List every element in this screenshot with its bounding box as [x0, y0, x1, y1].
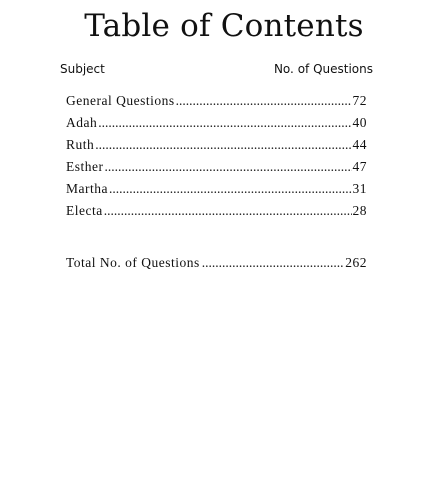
toc-entry-subject: Adah	[66, 115, 98, 130]
dot-leader	[176, 90, 352, 112]
toc-entry-subject: Esther	[66, 159, 104, 174]
question-count-column-header: No. of Questions	[273, 62, 373, 76]
toc-entry-subject: Martha	[66, 181, 108, 196]
toc-entry-count: 72	[352, 93, 367, 108]
contents-list	[66, 90, 367, 222]
dot-leader	[202, 252, 343, 274]
toc-entry-martha	[66, 178, 367, 200]
dot-leader	[104, 200, 352, 222]
total-count: 262	[345, 255, 367, 270]
toc-entry-electa	[66, 200, 367, 222]
total-label: Total No. of Questions	[66, 255, 200, 270]
dot-leader	[109, 178, 352, 200]
toc-entry-count: 47	[352, 159, 367, 174]
toc-entry-count: 40	[352, 115, 367, 130]
toc-entry-general-questions	[66, 90, 367, 112]
toc-entry-esther	[66, 156, 367, 178]
dot-leader	[98, 112, 351, 134]
toc-entry-subject: Ruth	[66, 137, 95, 152]
toc-entry-adah	[66, 112, 367, 134]
dot-leader	[95, 134, 351, 156]
toc-entry-count: 28	[352, 203, 367, 218]
toc-entry-subject: General Questions	[66, 93, 175, 108]
dot-leader	[105, 156, 352, 178]
toc-entry-count: 31	[352, 181, 367, 196]
total-row	[66, 252, 367, 274]
subject-column-header: Subject	[60, 62, 105, 76]
toc-entry-subject: Electa	[66, 203, 103, 218]
page-title: Table of Contents	[84, 8, 364, 44]
toc-entry-ruth	[66, 134, 367, 156]
toc-entry-count: 44	[352, 137, 367, 152]
